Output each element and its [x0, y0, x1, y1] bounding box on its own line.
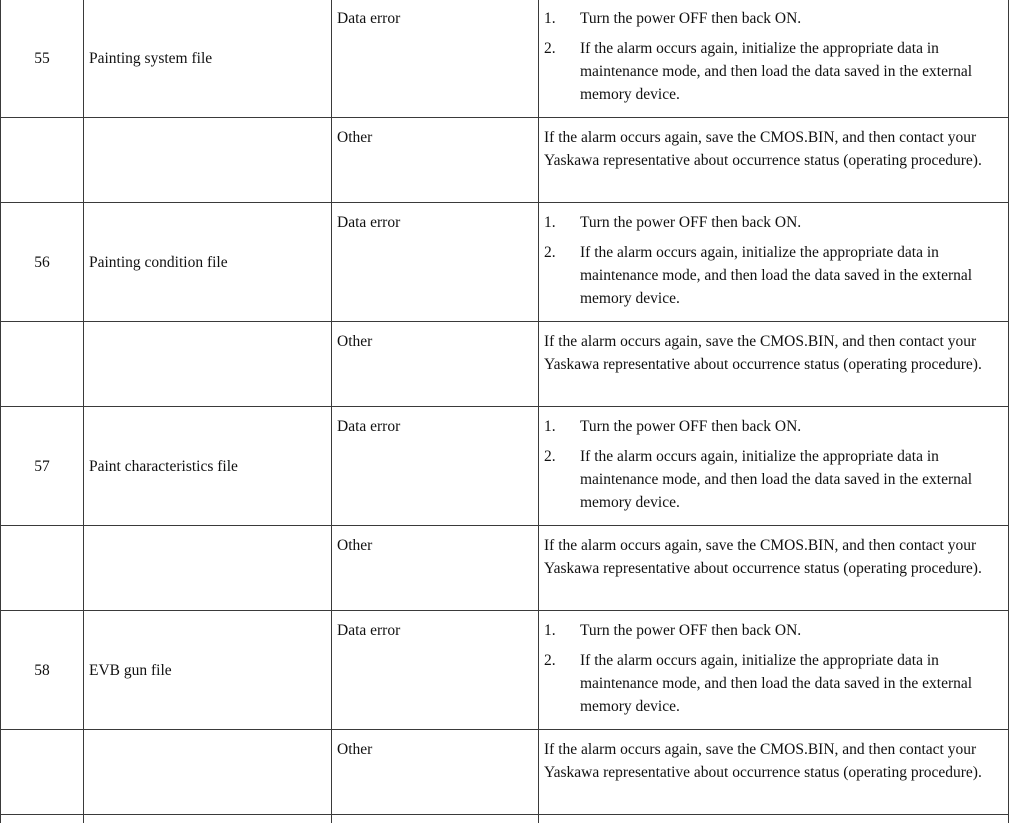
- step-number: 1.: [544, 7, 580, 30]
- remedy-cell: [539, 407, 1009, 526]
- remedy-step: [544, 7, 1000, 30]
- error-type-cell: Other: [332, 118, 539, 203]
- remedy-cell: [539, 203, 1009, 322]
- step-text: If the alarm occurs again, initialize the appropriate data in maintenance mode, and then load the data saved in the external memory device.: [580, 37, 1000, 106]
- error-type-cell: Other: [332, 526, 539, 611]
- step-text: If the alarm occurs again, initialize the appropriate data in maintenance mode, and then load the data saved in the external memory device.: [580, 241, 1000, 310]
- step-number: 2.: [544, 241, 580, 264]
- remedy-text: If the alarm occurs again, save the CMOS.BIN, and then contact your Yaskawa representative about occurrence status (operating procedure).: [544, 738, 1000, 784]
- step-number: 2.: [544, 37, 580, 60]
- table-row: [1, 118, 1009, 203]
- empty-cell: [1, 118, 84, 203]
- error-type-cell: Data error: [332, 0, 539, 118]
- remedy-step: [544, 415, 1000, 438]
- remedy-cell: [539, 118, 1009, 203]
- table-row: [1, 322, 1009, 407]
- remedy-text: If the alarm occurs again, save the CMOS.BIN, and then contact your Yaskawa representative about occurrence status (operating procedure).: [544, 126, 1000, 172]
- table-row: [1, 0, 1009, 118]
- remedy-step: [544, 211, 1000, 234]
- empty-cell: [1, 322, 84, 407]
- step-number: 1.: [544, 211, 580, 234]
- step-number: 1.: [544, 619, 580, 642]
- sub-code-cell: 55: [1, 0, 84, 118]
- remedy-step: [544, 37, 1000, 106]
- empty-cell: [1, 526, 84, 611]
- empty-cell: [84, 730, 332, 815]
- sub-code-cell: 57: [1, 407, 84, 526]
- step-text: Turn the power OFF then back ON.: [580, 7, 1000, 30]
- remedy-cell: [539, 322, 1009, 407]
- error-type-cell: Other: [332, 730, 539, 815]
- remedy-step: [544, 619, 1000, 642]
- step-text: Turn the power OFF then back ON.: [580, 211, 1000, 234]
- remedy-step: [544, 445, 1000, 514]
- file-name-cell: Paint characteristics file: [84, 407, 332, 526]
- step-text: If the alarm occurs again, initialize the appropriate data in maintenance mode, and then load the data saved in the external memory device.: [580, 445, 1000, 514]
- file-name-cell: Painting system file: [84, 0, 332, 118]
- empty-cell: [539, 815, 1009, 823]
- table-row: [1, 203, 1009, 322]
- step-text: If the alarm occurs again, initialize the appropriate data in maintenance mode, and then load the data saved in the external memory device.: [580, 649, 1000, 718]
- remedy-step: [544, 649, 1000, 718]
- remedy-cell: [539, 526, 1009, 611]
- step-text: Turn the power OFF then back ON.: [580, 415, 1000, 438]
- empty-cell: [84, 118, 332, 203]
- sub-code-cell: 56: [1, 203, 84, 322]
- remedy-cell: [539, 730, 1009, 815]
- empty-cell: [332, 815, 539, 823]
- empty-cell: [84, 322, 332, 407]
- empty-cell: [1, 730, 84, 815]
- step-number: 2.: [544, 649, 580, 672]
- sub-code-cell: 58: [1, 611, 84, 730]
- table-row: [1, 526, 1009, 611]
- step-text: Turn the power OFF then back ON.: [580, 619, 1000, 642]
- remedy-text: If the alarm occurs again, save the CMOS.BIN, and then contact your Yaskawa representative about occurrence status (operating procedure).: [544, 330, 1000, 376]
- empty-cell: [84, 815, 332, 823]
- remedy-step: [544, 241, 1000, 310]
- error-type-cell: Data error: [332, 611, 539, 730]
- table-row: [1, 407, 1009, 526]
- file-name-cell: Painting condition file: [84, 203, 332, 322]
- file-name-cell: EVB gun file: [84, 611, 332, 730]
- remedy-cell: [539, 611, 1009, 730]
- empty-cell: [1, 815, 84, 823]
- empty-cell: [84, 526, 332, 611]
- error-type-cell: Data error: [332, 203, 539, 322]
- step-number: 1.: [544, 415, 580, 438]
- error-type-cell: Data error: [332, 407, 539, 526]
- table-row: [1, 611, 1009, 730]
- remedy-cell: [539, 0, 1009, 118]
- table-row: [1, 730, 1009, 815]
- error-type-cell: Other: [332, 322, 539, 407]
- table-row: [1, 815, 1009, 823]
- remedy-text: If the alarm occurs again, save the CMOS.BIN, and then contact your Yaskawa representative about occurrence status (operating procedure).: [544, 534, 1000, 580]
- step-number: 2.: [544, 445, 580, 468]
